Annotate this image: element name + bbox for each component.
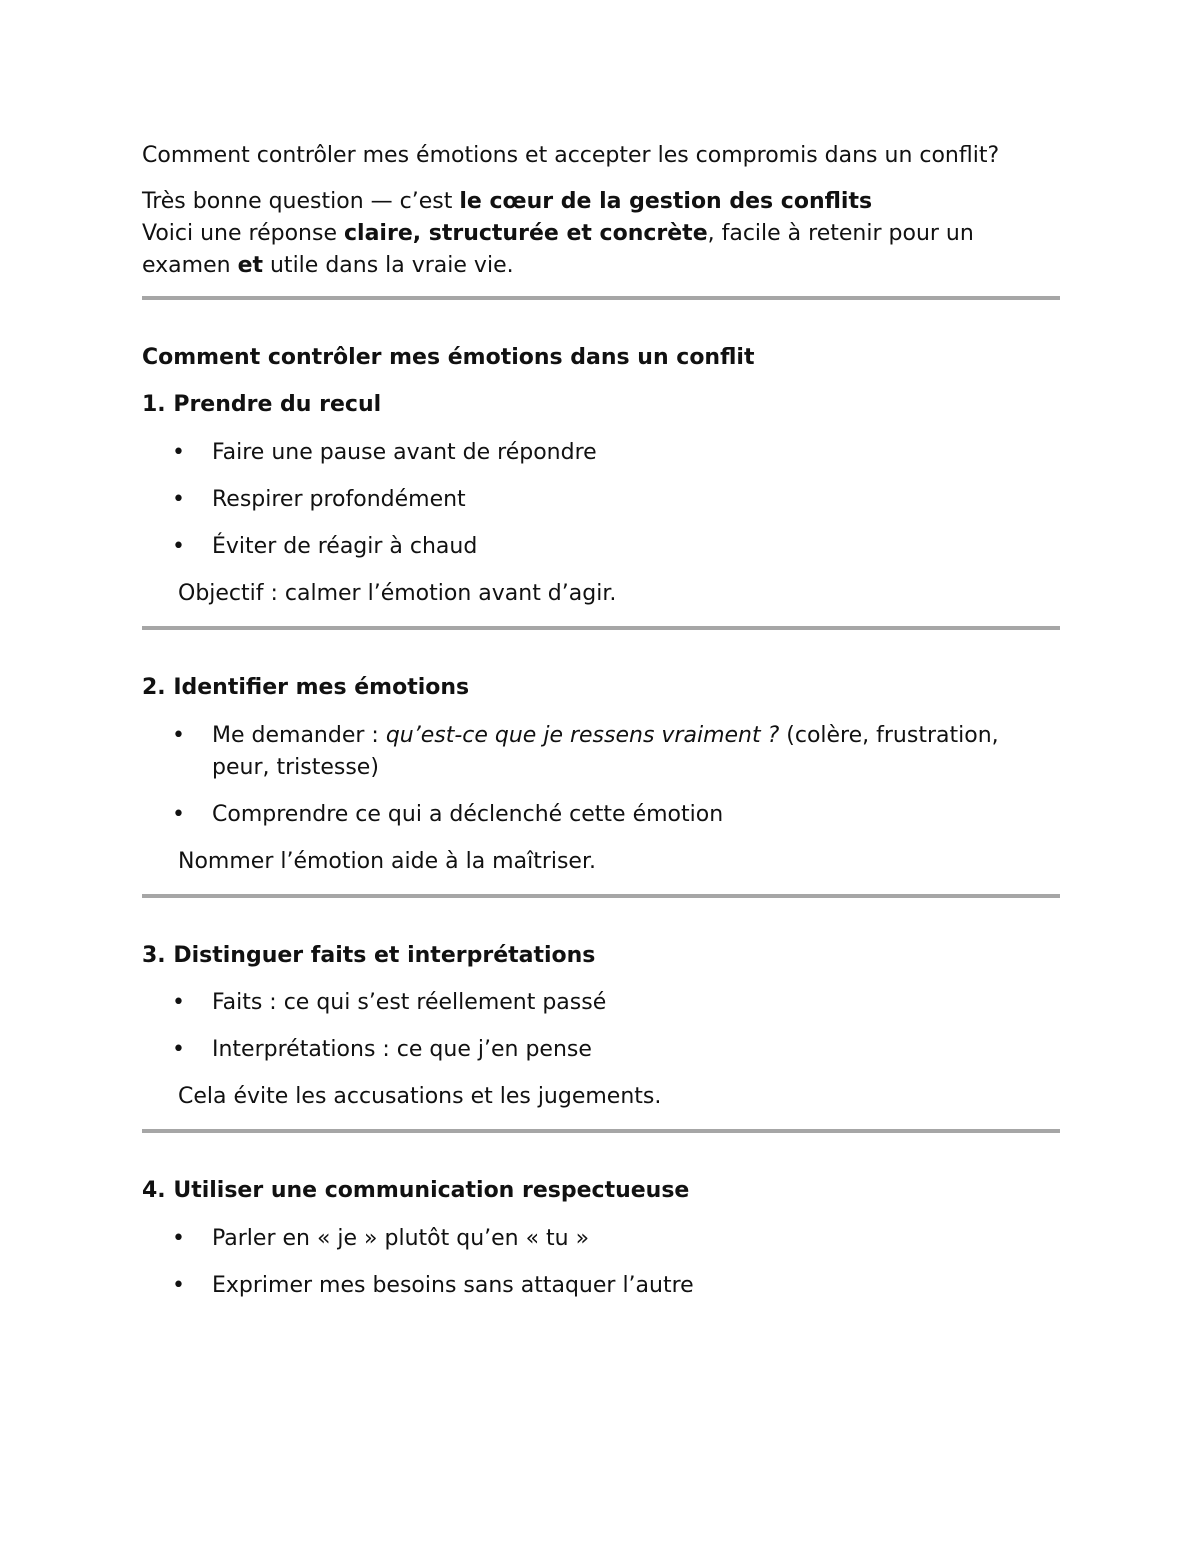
bullet-icon: •	[172, 1226, 185, 1251]
intro-text: Très bonne question — c’est	[142, 189, 460, 214]
list-item: • Exprimer mes besoins sans attaquer l’autre	[142, 1270, 1060, 1302]
list-item: • Me demander : qu’est-ce que je ressens vraiment ? (colère, frustration, peur, tristesse)	[142, 720, 1060, 784]
question-text: Comment contrôler mes émotions et accepter les compromis dans un conflit?	[142, 143, 1000, 168]
divider	[142, 626, 1060, 630]
list-item: • Respirer profondément	[142, 484, 1060, 516]
section-title: 4. Utiliser une communication respectueuse	[142, 1178, 690, 1203]
intro-bold: et	[237, 253, 263, 278]
bullet-icon: •	[172, 990, 185, 1015]
section-title: 2. Identifier mes émotions	[142, 675, 470, 700]
list-item: • Comprendre ce qui a déclenché cette émotion	[142, 799, 1060, 831]
bullet-icon: •	[172, 487, 185, 512]
divider	[142, 1129, 1060, 1133]
bullet-icon: •	[172, 440, 185, 465]
main-title: Comment contrôler mes émotions dans un conflit	[142, 345, 755, 370]
bullet-icon: •	[172, 534, 185, 559]
divider	[142, 894, 1060, 898]
section-note: Objectif : calmer l’émotion avant d’agir.	[178, 581, 617, 606]
bullet-list	[142, 720, 1060, 831]
bullet-icon: •	[172, 723, 185, 748]
intro-text: examen	[142, 253, 238, 278]
intro-text: utile dans la vraie vie.	[263, 253, 514, 278]
bullet-list	[142, 1223, 1060, 1302]
intro-bold: claire, structurée et concrète	[344, 221, 708, 246]
list-item: • Parler en « je » plutôt qu’en « tu »	[142, 1223, 1060, 1255]
section-note: Nommer l’émotion aide à la maîtriser.	[178, 849, 596, 874]
list-item: • Faire une pause avant de répondre	[142, 437, 1060, 469]
list-item: • Interprétations : ce que j’en pense	[142, 1034, 1060, 1066]
list-item: • Faits : ce qui s’est réellement passé	[142, 987, 1060, 1019]
intro-bold: le cœur de la gestion des conflits	[459, 189, 873, 214]
intro-text: , facile à retenir pour un	[707, 221, 974, 246]
bullet-icon: •	[172, 1273, 185, 1298]
intro-paragraph	[142, 186, 1060, 282]
intro-text: Voici une réponse	[142, 221, 344, 246]
section-note: Cela évite les accusations et les jugements.	[178, 1084, 662, 1109]
bullet-list	[142, 987, 1060, 1066]
section-title: 3. Distinguer faits et interprétations	[142, 943, 596, 968]
bullet-list	[142, 437, 1060, 563]
document-page	[142, 140, 1060, 1302]
list-item: • Éviter de réagir à chaud	[142, 531, 1060, 563]
bullet-icon: •	[172, 802, 185, 827]
bullet-icon: •	[172, 1037, 185, 1062]
section-title: 1. Prendre du recul	[142, 392, 382, 417]
divider	[142, 296, 1060, 300]
